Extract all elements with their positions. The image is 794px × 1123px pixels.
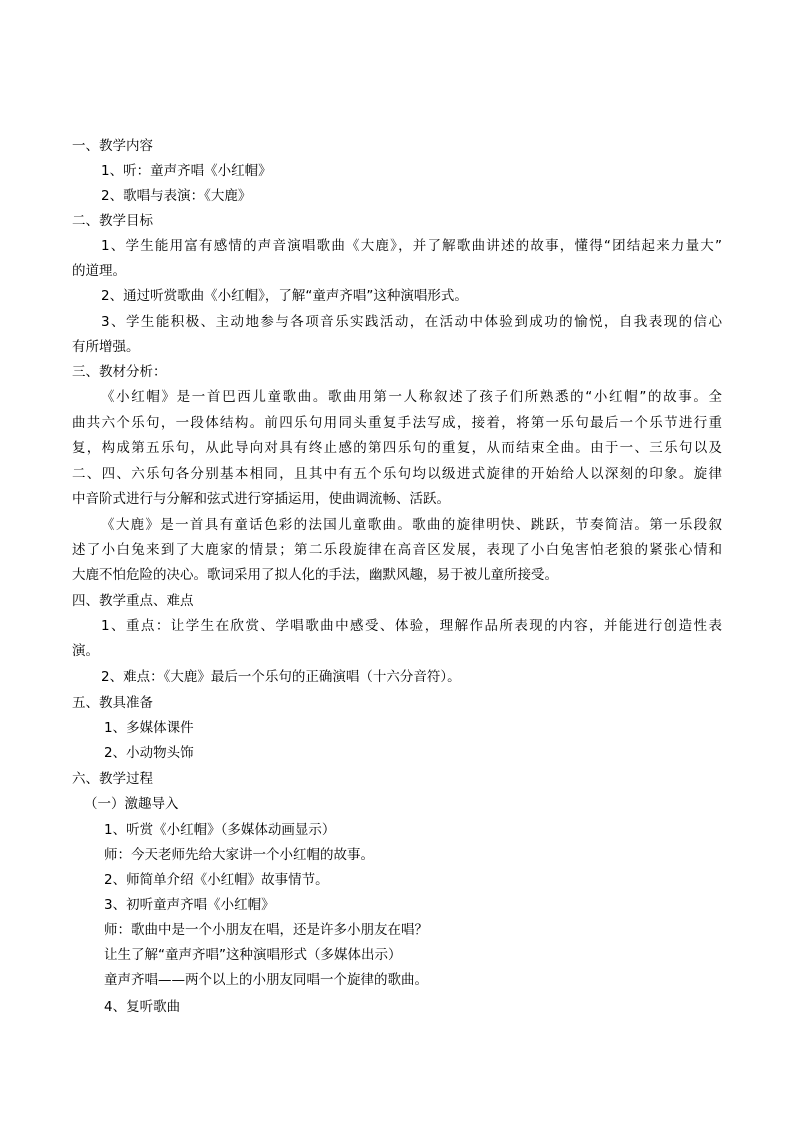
analysis-p2-line-1: 《大鹿》是一首具有童话色彩的法国儿童歌曲。歌曲的旋律明快、跳跃，节奏简洁。第一乐段叙 (101, 517, 722, 533)
process-step-3-intro: 让生了解“童声齐唱”这种演唱形式（多媒体出示） (104, 947, 402, 963)
analysis-p1-line-5: 中音阶式进行与分解和弦式进行穿插运用，使曲调流畅、活跃。 (72, 491, 450, 507)
section-heading-material-analysis: 三、教材分析： (72, 364, 167, 380)
section-heading-key-points: 四、教学重点、难点 (72, 593, 194, 609)
analysis-p2-line-3: 大鹿不怕危险的决心。歌词采用了拟人化的手法，幽默风趣，易于被儿童所接受。 (72, 567, 558, 583)
difficult-point: 2、难点：《大鹿》最后一个乐句的正确演唱（十六分音符）。 (101, 669, 461, 685)
goal-item-1-line-2: 的道理。 (72, 263, 126, 279)
process-subheading-intro: （一）激趣导入 (84, 796, 179, 812)
analysis-p1-line-4: 二、四、六乐句各分别基本相同，且其中有五个乐句均以级进式旋律的开始给人以深刻的印象。旋律 (72, 466, 722, 482)
content-item-sing-perform: 2、歌唱与表演：《大鹿》 (101, 188, 252, 204)
process-step-4: 4、复听歌曲 (104, 999, 181, 1015)
goal-item-3-line-2: 有所增强。 (72, 339, 140, 355)
aid-item-headwear: 2、小动物头饰 (104, 745, 194, 761)
content-item-listen: 1、听：童声齐唱《小红帽》 (101, 163, 272, 179)
aid-item-multimedia: 1、多媒体课件 (104, 720, 194, 736)
analysis-p1-line-3: 复，构成第五乐句，从此导向对具有终止感的第四乐句的重复，从而结束全曲。由于一、三乐句以及 (72, 440, 722, 456)
section-heading-teaching-goals: 二、教学目标 (72, 213, 153, 229)
key-point-line-1: 1、重点：让学生在欣赏、学唱歌曲中感受、体验，理解作品所表现的内容，并能进行创造性表 (101, 618, 722, 634)
process-step-3: 3、初听童声齐唱《小红帽》 (104, 897, 275, 913)
goal-item-3-line-1: 3、学生能积极、主动地参与各项音乐实践活动，在活动中体验到成功的愉悦，自我表现的信心 (101, 314, 722, 330)
analysis-p1-line-2: 曲共六个乐句，一段体结构。前四乐句用同头重复手法写成，接着，将第一乐句最后一个乐节进行重 (72, 415, 722, 431)
goal-item-2: 2、通过听赏歌曲《小红帽》，了解“童声齐唱”这种演唱形式。 (101, 288, 468, 304)
analysis-p1-line-1: 《小红帽》是一首巴西儿童歌曲。歌曲用第一人称叙述了孩子们所熟悉的“小红帽”的故事。全 (101, 389, 722, 405)
process-step-3-definition: 童声齐唱——两个以上的小朋友同唱一个旋律的歌曲。 (104, 972, 428, 988)
section-heading-teaching-process: 六、教学过程 (72, 771, 153, 787)
process-step-2: 2、师简单介绍《小红帽》故事情节。 (104, 872, 329, 888)
process-step-3-question: 师：歌曲中是一个小朋友在唱，还是许多小朋友在唱？ (104, 922, 428, 938)
section-heading-teaching-content: 一、教学内容 (72, 138, 153, 154)
goal-item-1-line-1: 1、学生能用富有感情的声音演唱歌曲《大鹿》，并了解歌曲讲述的故事，懂得“团结起来力量大” (101, 238, 722, 254)
process-step-1-teacher-line: 师：今天老师先给大家讲一个小红帽的故事。 (104, 847, 374, 863)
analysis-p2-line-2: 述了小白兔来到了大鹿家的情景；第二乐段旋律在高音区发展，表现了小白兔害怕老狼的紧张心情和 (72, 542, 722, 558)
key-point-line-2: 演。 (72, 643, 99, 659)
process-step-1: 1、听赏《小红帽》（多媒体动画显示） (104, 822, 336, 838)
section-heading-teaching-aids: 五、教具准备 (72, 695, 153, 711)
